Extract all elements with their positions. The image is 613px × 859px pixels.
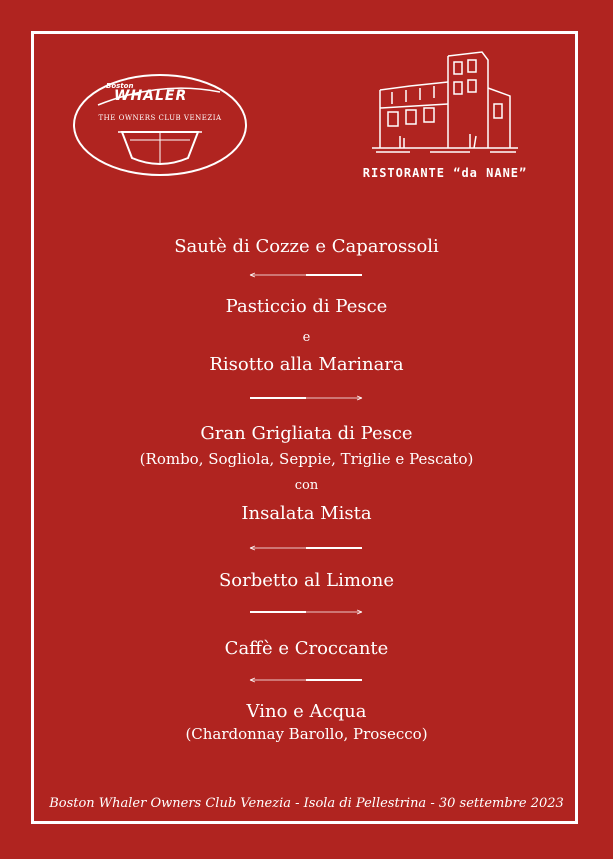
course-2b: Risotto alla Marinara	[209, 354, 404, 375]
divider-arrow-icon	[246, 544, 366, 552]
footer-caption: Boston Whaler Owners Club Venezia - Isola di Pellestrina - 30 settembre 2023	[49, 796, 564, 811]
divider-arrow-icon	[246, 271, 366, 279]
course-6: Vino e Acqua	[246, 701, 367, 722]
course-3-side: Insalata Mista	[241, 503, 372, 524]
course-5: Caffè e Croccante	[224, 638, 389, 659]
course-3-detail: (Rombo, Sogliola, Seppie, Triglie e Pescato)	[139, 450, 474, 468]
divider-arrow-icon	[246, 676, 366, 684]
course-3: Gran Grigliata di Pesce	[200, 423, 413, 444]
divider-arrow-icon	[246, 394, 366, 402]
brand-small-text: Boston	[106, 82, 134, 90]
divider-arrow-icon	[246, 608, 366, 616]
conjunction-con: con	[294, 478, 319, 493]
course-6-detail: (Chardonnay Barollo, Prosecco)	[185, 725, 428, 743]
brand-large-text: WHALER	[114, 88, 188, 104]
conjunction-e: e	[302, 330, 311, 345]
course-4: Sorbetto al Limone	[218, 570, 395, 591]
brand-tagline: THE OWNERS CLUB VENEZIA	[98, 114, 222, 122]
restaurant-name: RISTORANTE “da NANE”	[362, 166, 528, 180]
course-1: Sautè di Cozze e Caparossoli	[174, 236, 439, 257]
course-2a: Pasticcio di Pesce	[225, 296, 388, 317]
